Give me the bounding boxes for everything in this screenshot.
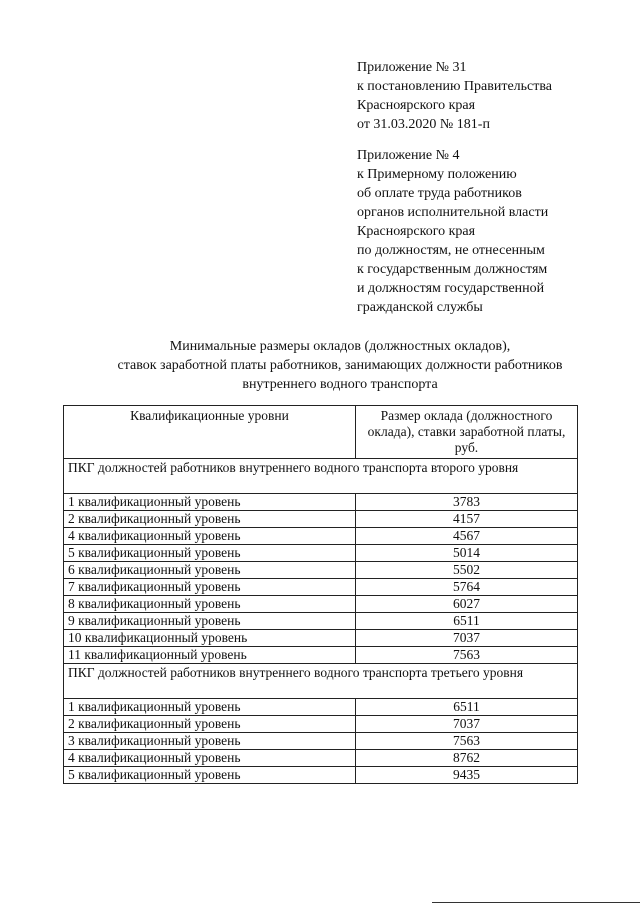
level-cell: 10 квалификационный уровень	[64, 630, 356, 647]
table-body	[64, 459, 578, 784]
group-title: ПКГ должностей работников внутреннего водного транспорта третьего уровня	[64, 664, 578, 699]
title-line: Минимальные размеры окладов (должностных окладов),	[169, 339, 511, 354]
level-cell: 4 квалификационный уровень	[64, 528, 356, 545]
header-salary: Размер оклада (должностного оклада), ставки заработной платы, руб.	[356, 406, 578, 459]
level-cell: 2 квалификационный уровень	[64, 511, 356, 528]
appendix-31-line: к постановлению Правительства	[357, 79, 553, 94]
level-cell: 11 квалификационный уровень	[64, 647, 356, 664]
level-cell: 5 квалификационный уровень	[64, 545, 356, 562]
salary-cell: 5502	[356, 562, 578, 579]
appendix-4-block	[357, 146, 632, 317]
appendix-31-line: Приложение № 31	[357, 60, 467, 75]
appendix-4-line: об оплате труда работников	[357, 186, 522, 201]
scan-edge-line	[432, 902, 640, 903]
appendix-31-line: от 31.03.2020 № 181-п	[357, 117, 490, 132]
table-row	[64, 699, 578, 716]
appendix-31-line: Красноярского края	[357, 98, 476, 113]
salary-cell: 7037	[356, 716, 578, 733]
salary-cell: 6027	[356, 596, 578, 613]
appendix-31-block	[357, 58, 632, 134]
salary-cell: 9435	[356, 767, 578, 784]
table-row	[64, 716, 578, 733]
salary-cell: 4567	[356, 528, 578, 545]
appendix-4-line: по должностям, не отнесенным	[357, 243, 545, 258]
table-row	[64, 579, 578, 596]
table-row	[64, 596, 578, 613]
salary-cell: 8762	[356, 750, 578, 767]
salary-table	[63, 405, 578, 784]
level-cell: 4 квалификационный уровень	[64, 750, 356, 767]
appendix-4-line: Красноярского края	[357, 224, 476, 239]
table-group-row	[64, 459, 578, 494]
appendix-4-line: органов исполнительной власти	[357, 205, 549, 220]
table-group-row	[64, 664, 578, 699]
table-row	[64, 494, 578, 511]
document-title	[40, 337, 640, 394]
level-cell: 2 квалификационный уровень	[64, 716, 356, 733]
salary-cell: 6511	[356, 699, 578, 716]
level-cell: 6 квалификационный уровень	[64, 562, 356, 579]
appendix-4-line: и должностям государственной	[357, 281, 545, 296]
title-line: ставок заработной платы работников, занимающих должности работников	[117, 358, 563, 373]
salary-cell: 5764	[356, 579, 578, 596]
table-row	[64, 630, 578, 647]
table-row	[64, 647, 578, 664]
level-cell: 7 квалификационный уровень	[64, 579, 356, 596]
appendix-4-line: к государственным должностям	[357, 262, 548, 277]
table-row	[64, 733, 578, 750]
salary-cell: 6511	[356, 613, 578, 630]
level-cell: 8 квалификационный уровень	[64, 596, 356, 613]
table-row	[64, 511, 578, 528]
level-cell: 1 квалификационный уровень	[64, 699, 356, 716]
table-row	[64, 750, 578, 767]
table-row	[64, 545, 578, 562]
appendix-4-line: к Примерному положению	[357, 167, 517, 182]
table-row	[64, 562, 578, 579]
salary-cell: 4157	[356, 511, 578, 528]
table-row	[64, 613, 578, 630]
group-title: ПКГ должностей работников внутреннего водного транспорта второго уровня	[64, 459, 578, 494]
appendix-4-line: гражданской службы	[357, 300, 483, 315]
table-header-row	[64, 406, 578, 459]
level-cell: 1 квалификационный уровень	[64, 494, 356, 511]
appendix-4-line: Приложение № 4	[357, 148, 460, 163]
salary-cell: 3783	[356, 494, 578, 511]
salary-cell: 7037	[356, 630, 578, 647]
level-cell: 9 квалификационный уровень	[64, 613, 356, 630]
header-level: Квалификационные уровни	[64, 406, 356, 459]
salary-cell: 7563	[356, 647, 578, 664]
salary-cell: 5014	[356, 545, 578, 562]
level-cell: 5 квалификационный уровень	[64, 767, 356, 784]
table-row	[64, 767, 578, 784]
title-line: внутреннего водного транспорта	[242, 377, 438, 392]
level-cell: 3 квалификационный уровень	[64, 733, 356, 750]
table-row	[64, 528, 578, 545]
salary-cell: 7563	[356, 733, 578, 750]
